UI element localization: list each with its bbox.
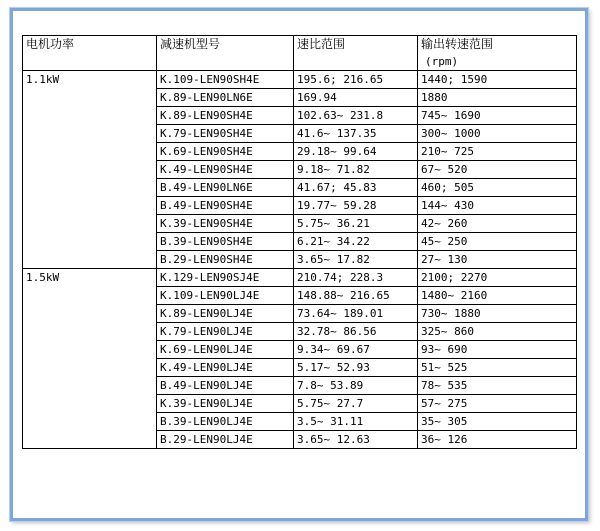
- reducer-model-cell: B.49-LEN90LN6E: [157, 179, 294, 197]
- table-header-row: [23, 36, 577, 71]
- ratio-range-cell: 5.75~ 36.21: [294, 215, 418, 233]
- reducer-model-cell: K.39-LEN90SH4E: [157, 215, 294, 233]
- header-motor-power: 电机功率: [23, 36, 157, 71]
- output-speed-cell: 51~ 525: [418, 359, 577, 377]
- motor-power-cell: 1.5kW: [23, 269, 157, 449]
- reducer-model-cell: K.49-LEN90LJ4E: [157, 359, 294, 377]
- reducer-model-cell: K.109-LEN90LJ4E: [157, 287, 294, 305]
- output-speed-cell: 67~ 520: [418, 161, 577, 179]
- output-speed-cell: 460; 505: [418, 179, 577, 197]
- output-speed-cell: 42~ 260: [418, 215, 577, 233]
- output-speed-cell: 35~ 305: [418, 413, 577, 431]
- ratio-range-cell: 29.18~ 99.64: [294, 143, 418, 161]
- ratio-range-cell: 6.21~ 34.22: [294, 233, 418, 251]
- reducer-model-cell: B.49-LEN90LJ4E: [157, 377, 294, 395]
- reducer-model-cell: K.109-LEN90SH4E: [157, 71, 294, 89]
- table-row: [23, 269, 577, 287]
- output-speed-cell: 210~ 725: [418, 143, 577, 161]
- ratio-range-cell: 32.78~ 86.56: [294, 323, 418, 341]
- ratio-range-cell: 195.6; 216.65: [294, 71, 418, 89]
- output-speed-cell: 745~ 1690: [418, 107, 577, 125]
- ratio-range-cell: 19.77~ 59.28: [294, 197, 418, 215]
- motor-power-cell: 1.1kW: [23, 71, 157, 269]
- ratio-range-cell: 9.34~ 69.67: [294, 341, 418, 359]
- ratio-range-cell: 3.65~ 12.63: [294, 431, 418, 449]
- output-speed-cell: 45~ 250: [418, 233, 577, 251]
- reducer-model-cell: K.89-LEN90SH4E: [157, 107, 294, 125]
- output-speed-cell: 57~ 275: [418, 395, 577, 413]
- ratio-range-cell: 3.65~ 17.82: [294, 251, 418, 269]
- reducer-spec-table: [22, 35, 577, 449]
- header-output-speed: [418, 36, 577, 71]
- ratio-range-cell: 169.94: [294, 89, 418, 107]
- reducer-model-cell: B.49-LEN90SH4E: [157, 197, 294, 215]
- reducer-model-cell: K.79-LEN90SH4E: [157, 125, 294, 143]
- output-speed-cell: 144~ 430: [418, 197, 577, 215]
- reducer-model-cell: B.29-LEN90SH4E: [157, 251, 294, 269]
- header-output-speed-unit: (rpm): [425, 55, 459, 68]
- ratio-range-cell: 210.74; 228.3: [294, 269, 418, 287]
- ratio-range-cell: 148.88~ 216.65: [294, 287, 418, 305]
- header-output-speed-label: 输出转速范围: [421, 37, 494, 51]
- ratio-range-cell: 102.63~ 231.8: [294, 107, 418, 125]
- output-speed-cell: 1880: [418, 89, 577, 107]
- reducer-model-cell: K.39-LEN90LJ4E: [157, 395, 294, 413]
- ratio-range-cell: 5.17~ 52.93: [294, 359, 418, 377]
- ratio-range-cell: 3.5~ 31.11: [294, 413, 418, 431]
- ratio-range-cell: 73.64~ 189.01: [294, 305, 418, 323]
- reducer-model-cell: K.69-LEN90SH4E: [157, 143, 294, 161]
- output-speed-cell: 78~ 535: [418, 377, 577, 395]
- output-speed-cell: 36~ 126: [418, 431, 577, 449]
- output-speed-cell: 300~ 1000: [418, 125, 577, 143]
- ratio-range-cell: 5.75~ 27.7: [294, 395, 418, 413]
- reducer-model-cell: B.39-LEN90LJ4E: [157, 413, 294, 431]
- reducer-model-cell: K.79-LEN90LJ4E: [157, 323, 294, 341]
- reducer-model-cell: K.69-LEN90LJ4E: [157, 341, 294, 359]
- output-speed-cell: 1480~ 2160: [418, 287, 577, 305]
- reducer-model-cell: K.89-LEN90LN6E: [157, 89, 294, 107]
- ratio-range-cell: 9.18~ 71.82: [294, 161, 418, 179]
- reducer-model-cell: B.29-LEN90LJ4E: [157, 431, 294, 449]
- ratio-range-cell: 41.6~ 137.35: [294, 125, 418, 143]
- reducer-model-cell: K.49-LEN90SH4E: [157, 161, 294, 179]
- output-speed-cell: 1440; 1590: [418, 71, 577, 89]
- ratio-range-cell: 41.67; 45.83: [294, 179, 418, 197]
- output-speed-cell: 2100; 2270: [418, 269, 577, 287]
- output-speed-cell: 730~ 1880: [418, 305, 577, 323]
- output-speed-cell: 93~ 690: [418, 341, 577, 359]
- reducer-model-cell: K.129-LEN90SJ4E: [157, 269, 294, 287]
- table-row: [23, 71, 577, 89]
- header-reducer-model: 减速机型号: [157, 36, 294, 71]
- ratio-range-cell: 7.8~ 53.89: [294, 377, 418, 395]
- output-speed-cell: 27~ 130: [418, 251, 577, 269]
- output-speed-cell: 325~ 860: [418, 323, 577, 341]
- reducer-model-cell: K.89-LEN90LJ4E: [157, 305, 294, 323]
- reducer-model-cell: B.39-LEN90SH4E: [157, 233, 294, 251]
- header-ratio-range: 速比范围: [294, 36, 418, 71]
